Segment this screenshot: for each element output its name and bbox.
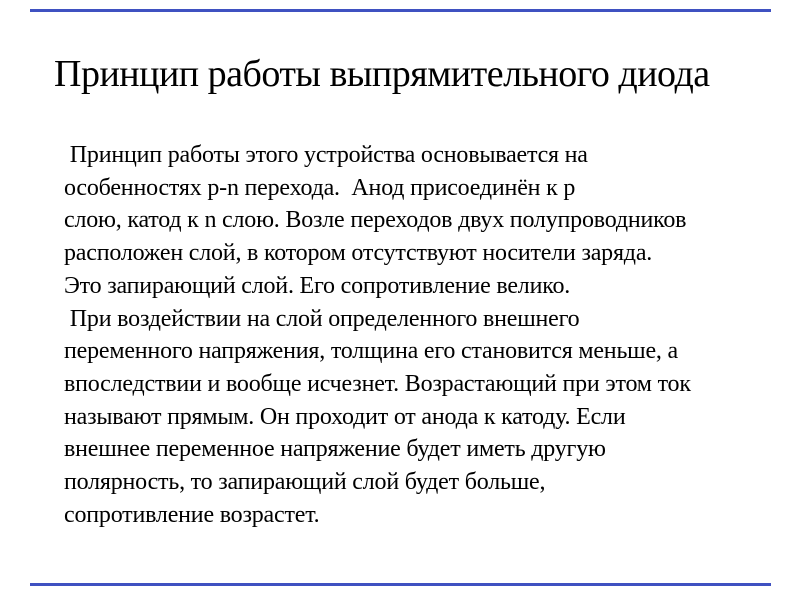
- text-line: Принцип работы этого устройства основывается на: [64, 142, 588, 168]
- paragraph-2: [64, 303, 774, 532]
- text-line: особенностях p-n перехода. Анод присоединён к p: [64, 174, 576, 201]
- text-line: полярность, то запирающий слой будет больше,: [64, 469, 546, 496]
- text-line: слою, катод к n слою. Возле переходов двух полупроводников: [64, 207, 687, 234]
- text-line: сопротивление возрастет.: [64, 501, 320, 528]
- text-line: При воздействии на слой определенного внешнего: [64, 305, 580, 332]
- slide-title: Принцип работы выпрямительного диода: [54, 53, 710, 95]
- bottom-accent-rule: [30, 583, 771, 586]
- top-accent-rule: [30, 9, 771, 12]
- text-line: называют прямым. Он проходит от анода к катоду. Если: [64, 403, 626, 430]
- text-line: впоследствии и вообще исчезнет. Возрастающий при этом ток: [64, 370, 691, 397]
- text-line: расположен слой, в котором отсутствуют носители заряда.: [64, 240, 653, 267]
- text-line: внешнее переменное напряжение будет иметь другую: [64, 436, 606, 463]
- text-line: Это запирающий слой. Его сопротивление велико.: [64, 272, 571, 299]
- slide-body: [64, 139, 774, 531]
- paragraph-1: [64, 139, 774, 303]
- text-line: переменного напряжения, толщина его становится меньше, а: [64, 338, 678, 365]
